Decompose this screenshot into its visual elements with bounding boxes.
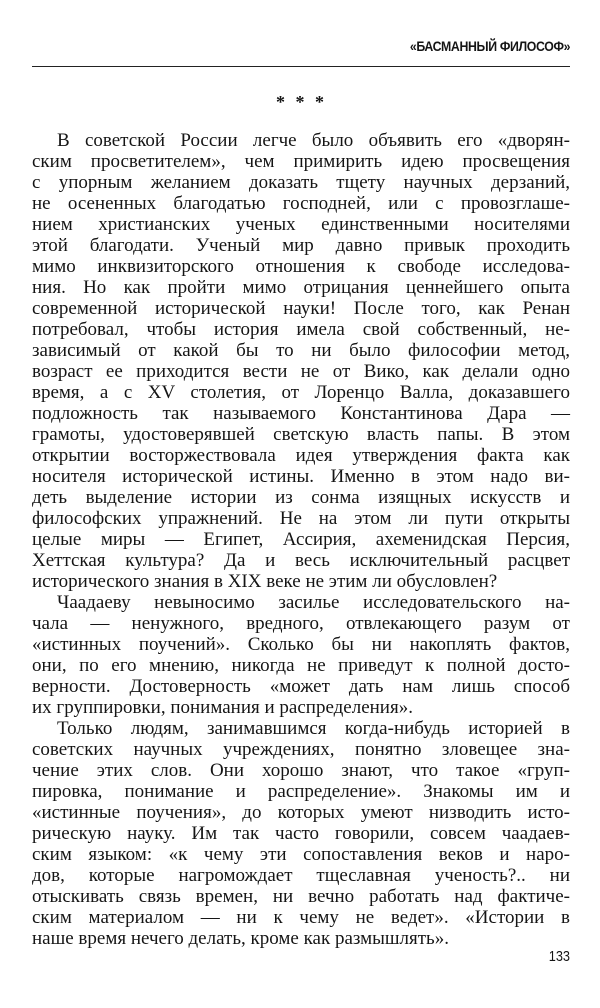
text-line: рическую науку. Им так часто говорили, совсем чаадаев- [32, 823, 570, 844]
text-line: современной исторической науки! После того, как Ренан [32, 298, 570, 319]
text-line: этой благодати. Ученый мир давно привык проходить [32, 235, 570, 256]
text-line: Только людям, занимавшимся когда-нибудь историей в [57, 718, 570, 739]
text-line: возраст ее приходится вести не от Вико, как делали одно [32, 361, 570, 382]
paragraph [32, 718, 570, 949]
text-line: носителя исторической истины. Именно в этом надо ви- [32, 466, 570, 487]
body-text [32, 130, 570, 949]
section-separator: * * * [276, 92, 324, 112]
text-line: советских научных учреждениях, понятно зловещее зна- [32, 739, 570, 760]
text-line: наше время нечего делать, кроме как размышлять». [32, 928, 449, 949]
text-line: философских упражнений. Не на этом ли пути открыты [32, 508, 570, 529]
text-line: ния. Но как пройти мимо отрицания ценнейшего опыта [32, 277, 570, 298]
text-line: чение этих слов. Они хорошо знают, что такое «груп- [32, 760, 570, 781]
text-line: деть выделение истории из сонма изящных искусств и [32, 487, 570, 508]
text-line: мимо инквизиторского отношения к свободе исследова- [32, 256, 570, 277]
page-number: 133 [548, 948, 570, 965]
text-line: потребовал, чтобы история имела свой собственный, не- [32, 319, 570, 340]
text-line: ским языком: «к чему эти сопоставления веков и наро- [32, 844, 570, 865]
text-line: зависимый от какой бы то ни было философии метод, [32, 340, 570, 361]
text-line: чала — ненужного, вредного, отвлекающего разум от [32, 613, 570, 634]
paragraph [32, 592, 570, 718]
text-line: не осененных благодатью господней, или с провозглаше- [32, 193, 570, 214]
text-line: пировка, понимание и распределение». Знакомы им и [32, 781, 570, 802]
text-line: нием христианских ученых единственными носителями [32, 214, 570, 235]
text-line: с упорным желанием доказать тщету научных дерзаний, [32, 172, 570, 193]
text-line: грамоты, удостоверявшей светскую власть папы. В этом [32, 424, 570, 445]
header-rule [32, 66, 570, 67]
text-line: «истинных поучений». Сколько бы ни накоплять фактов, [32, 634, 570, 655]
text-line: они, по его мнению, никогда не приведут к полной досто- [32, 655, 570, 676]
text-line: исторического знания в XIX веке не этим ли обусловлен? [32, 571, 498, 592]
text-line: ским просветителем», чем примирить идею просвещения [32, 151, 570, 172]
text-line: верности. Достоверность «может дать нам лишь способ [32, 676, 570, 697]
text-line: ским материалом — ни к чему не ведет». «Истории в [32, 907, 570, 928]
text-line: открытии восторжествовала идея утверждения факта как [32, 445, 570, 466]
text-line: их группировки, понимания и распределения». [32, 697, 413, 718]
text-line: В советской России легче было объявить его «дворян- [57, 130, 570, 151]
text-line: отыскивать связь времен, ни вечно работать над фактиче- [32, 886, 570, 907]
text-line: подложность так называемого Константинова Дара — [32, 403, 570, 424]
paragraph [32, 130, 570, 592]
text-line: Чаадаеву невыносимо засилье исследовательского на- [57, 592, 570, 613]
text-line: время, а с XV столетия, от Лоренцо Валла, доказавшего [32, 382, 570, 403]
text-line: Хеттская культура? Да и весь исключительный расцвет [32, 550, 570, 571]
running-header: «БАСМАННЫЙ ФИЛОСОФ» [409, 38, 570, 54]
text-line: дов, которые нагромождает тщеславная ученость?.. ни [32, 865, 570, 886]
text-line: целые миры — Египет, Ассирия, ахеменидская Персия, [32, 529, 570, 550]
text-line: «истинные поучения», до которых умеют низводить исто- [32, 802, 570, 823]
